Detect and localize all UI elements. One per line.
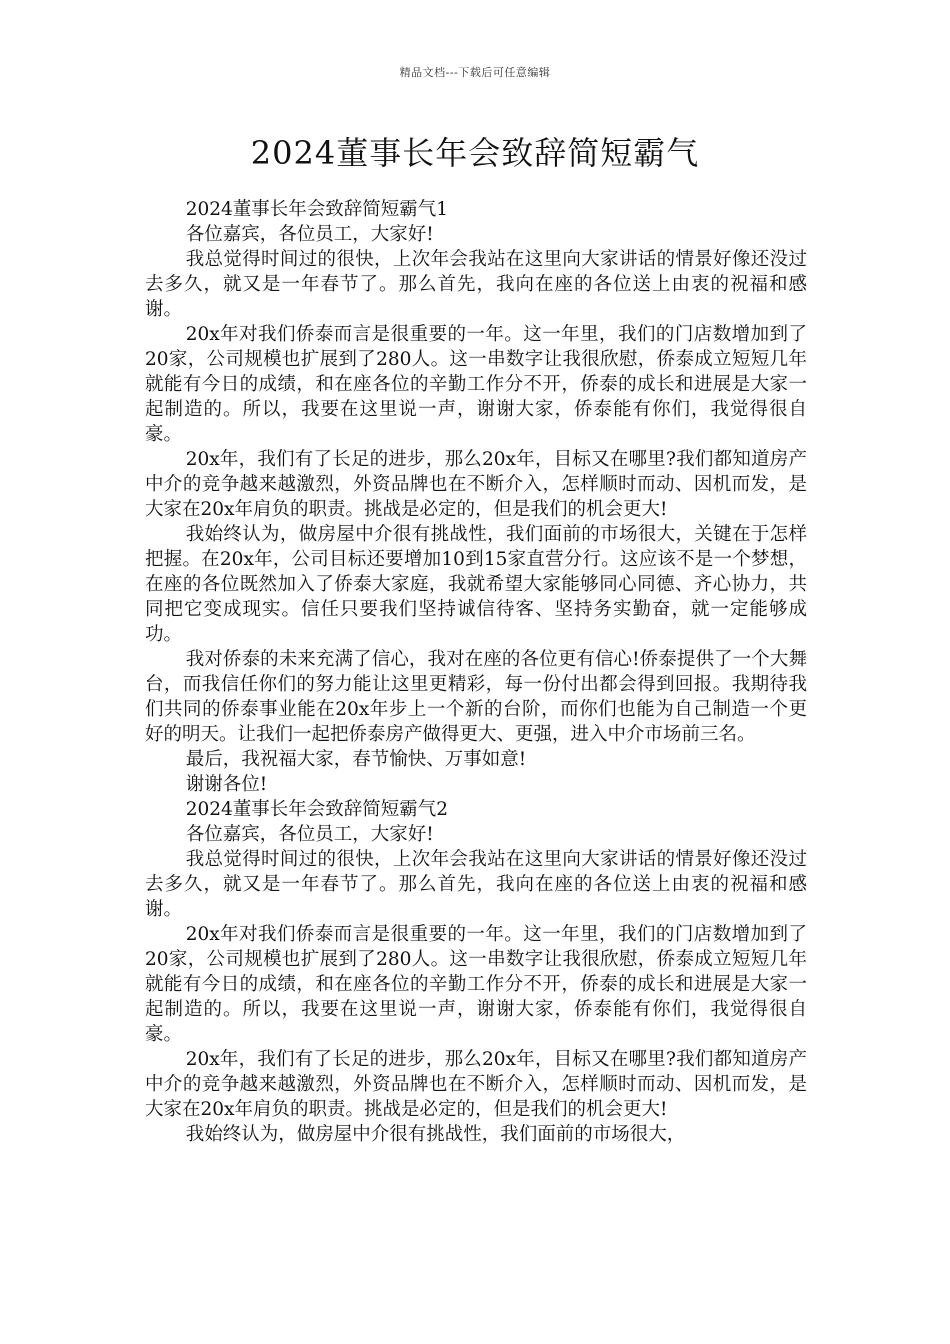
paragraph: 20x年，我们有了长足的进步，那么20x年，目标又在哪里?我们都知道房产中介的竞争越来越激烈，外资品牌也在不断介入，怎样顺时而动、因机而发，是大家在20x年肩负的职责。挑战是必定的，但是我们的机会更大! xyxy=(145,449,807,520)
paragraph: 谢谢各位! xyxy=(185,774,268,795)
paragraph: 我总觉得时间过的很快，上次年会我站在这里向大家讲话的情景好像还没过去多久，就又是一年春节了。那么首先，我向在座的各位送上由衷的祝福和感谢。 xyxy=(145,849,807,920)
paragraph: 20x年，我们有了长足的进步，那么20x年，目标又在哪里?我们都知道房产中介的竞争越来越激烈，外资品牌也在不断介入，怎样顺时而动、因机而发，是大家在20x年肩负的职责。挑战是必定的，但是我们的机会更大! xyxy=(145,1049,807,1120)
paragraph: 我总觉得时间过的很快，上次年会我站在这里向大家讲话的情景好像还没过去多久，就又是一年春节了。那么首先，我向在座的各位送上由衷的祝福和感谢。 xyxy=(145,249,807,320)
paragraph: 各位嘉宾，各位员工，大家好! xyxy=(185,824,434,845)
paragraph: 最后，我祝福大家，春节愉快、万事如意! xyxy=(185,749,527,770)
document-body xyxy=(145,197,807,1147)
paragraph: 2024董事长年会致辞简短霸气2 xyxy=(185,799,449,820)
page-header: 精品文档---下载后可任意编辑 xyxy=(399,66,551,79)
paragraph: 20x年对我们侨泰而言是很重要的一年。这一年里，我们的门店数增加到了20家，公司规模也扩展到了280人。这一串数字让我很欣慰，侨泰成立短短几年就能有今日的成绩，和在座各位的辛勤工作分不开，侨泰的成长和进展是大家一起制造的。所以，我要在这里说一声，谢谢大家，侨泰能有你们，我觉得很自豪。 xyxy=(145,324,807,445)
paragraph: 我始终认为，做房屋中介很有挑战性，我们面前的市场很大， xyxy=(185,1124,686,1145)
paragraph: 我对侨泰的未来充满了信心，我对在座的各位更有信心!侨泰提供了一个大舞台，而我信任你们的努力能让这里更精彩，每一份付出都会得到回报。我期待我们共同的侨泰事业能在20x年步上一个新的台阶，而你们也能为自己制造一个更好的明天。让我们一起把侨泰房产做得更大、更强，进入中介市场前三名。 xyxy=(145,649,807,745)
paragraph: 各位嘉宾，各位员工，大家好! xyxy=(185,224,434,245)
paragraph: 2024董事长年会致辞简短霸气1 xyxy=(185,199,449,220)
document-title: 2024董事长年会致辞简短霸气 xyxy=(250,134,700,172)
paragraph: 我始终认为，做房屋中介很有挑战性，我们面前的市场很大，关键在于怎样把握。在20x年，公司目标还要增加10到15家直营分行。这应该不是一个梦想，在座的各位既然加入了侨泰大家庭，我就希望大家能够同心同德、齐心协力，共同把它变成现实。信任只要我们坚持诚信待客、坚持务实勤奋，就一定能够成功。 xyxy=(145,524,807,645)
paragraph: 20x年对我们侨泰而言是很重要的一年。这一年里，我们的门店数增加到了20家，公司规模也扩展到了280人。这一串数字让我很欣慰，侨泰成立短短几年就能有今日的成绩，和在座各位的辛勤工作分不开，侨泰的成长和进展是大家一起制造的。所以，我要在这里说一声，谢谢大家，侨泰能有你们，我觉得很自豪。 xyxy=(145,924,807,1045)
